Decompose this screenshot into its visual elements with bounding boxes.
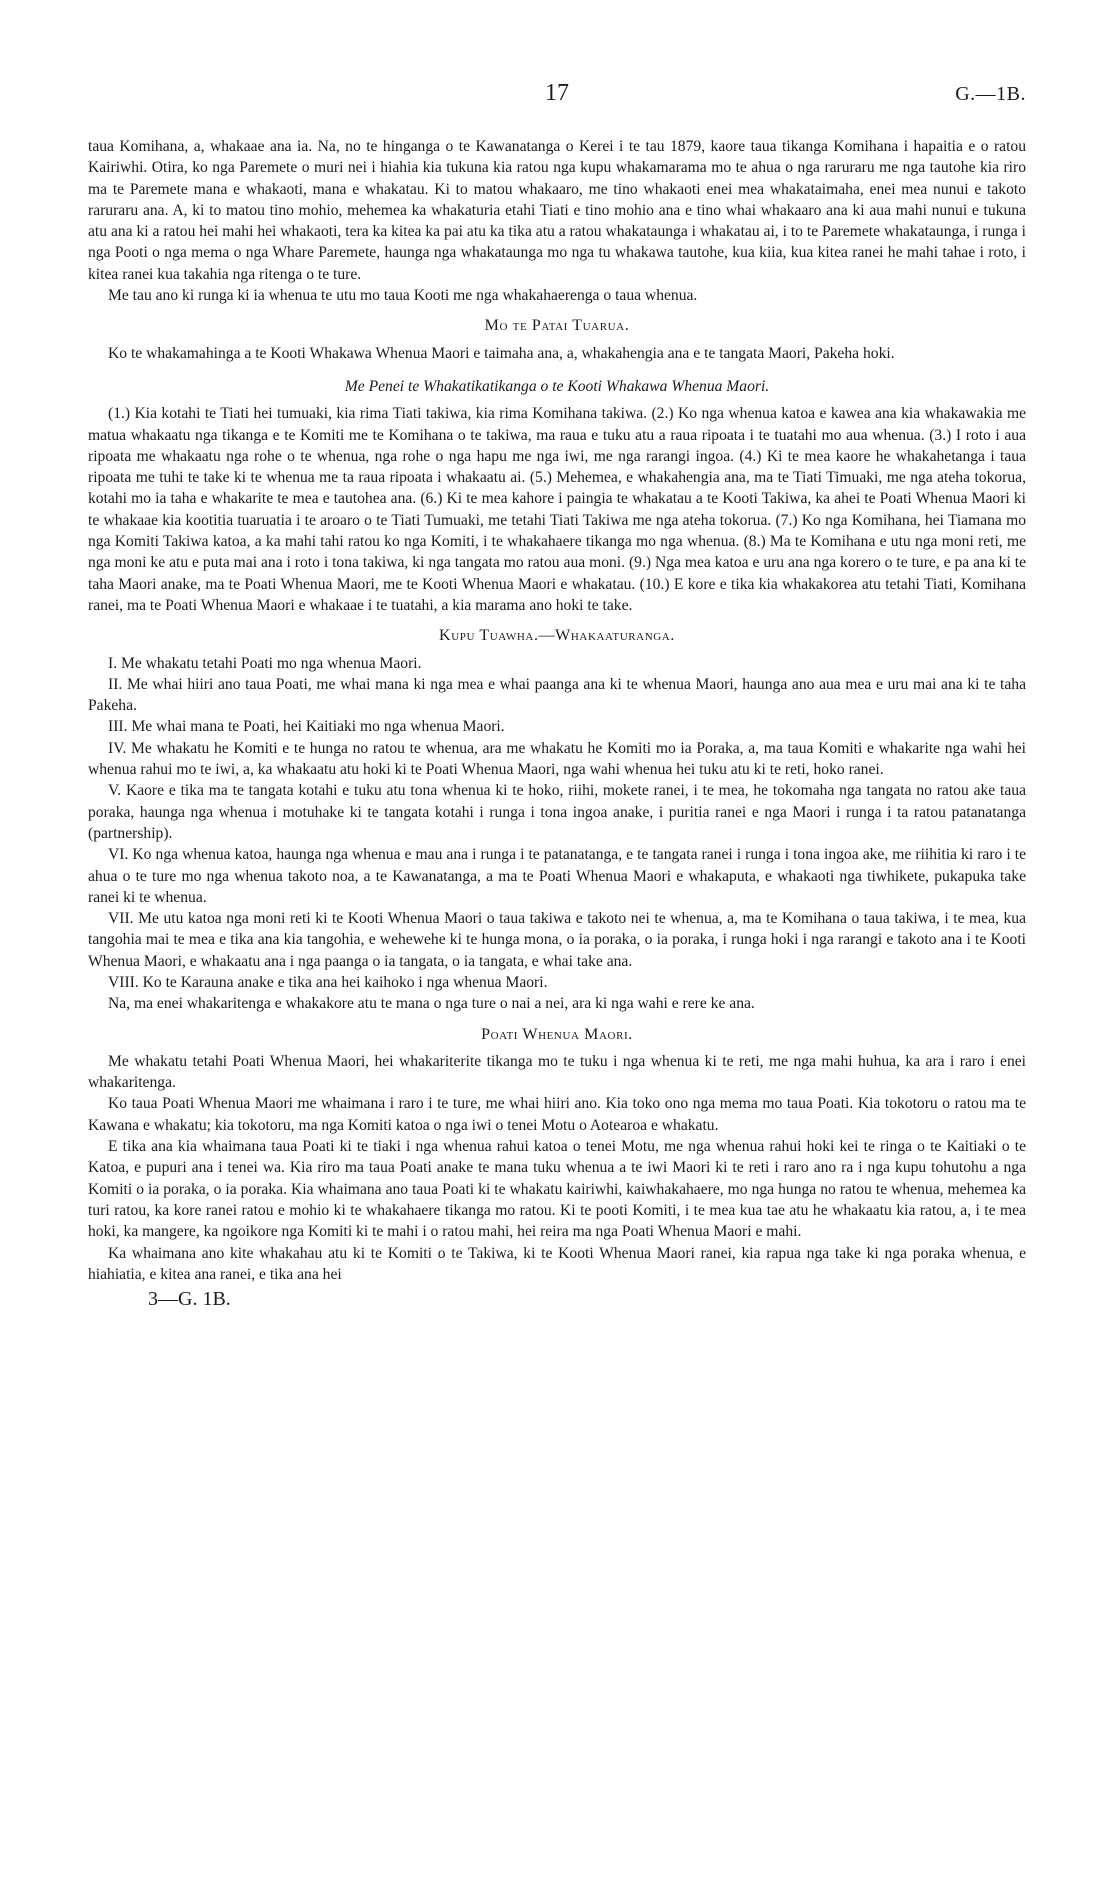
numbered-item: II. Me whai hiiri ano taua Poati, me whai mana ki nga mea e whai paanga ana ki te whenua Maori, haunga ano aua mea e uru mai ana ki te taha Pakeha. (88, 675, 1026, 715)
body-paragraph: (1.) Kia kotahi te Tiati hei tumuaki, kia rima Tiati takiwa, kia rima Komihana takiwa. (2.) Ko nga whenua katoa e kawea ana kia whakawakia me matua whakaatu nga tikanga e te Komiti me te Komihana o te takiwa, ma raua e tuku atu a raua ripoata i te tuatahi mo aua whenua. (3.) I roto i aua ripoata me whakaatu nga rohe o te whenua, nga rohe o nga hapu me nga iwi, me nga rarangi ingoa. (4.) Ki te mea kaore he whakahetanga i taua ripoata me tuhi te take ki te whenua me ta raua ripoata i whakaatu ai. (5.) Mehemea, e whakahengia ana, ma te Tiati Timuaki, me nga ateha tokorua, kotahi mo ia taha e whakarite te mea e tautohea ana. (6.) Ki te mea kahore i paingia te whakatau a te Kooti Takiwa, ka ahei te Poati Whenua Maori ki te whakaae kia kootitia tuaruatia i te aroaro o te Tiati Tumuaki, me tetahi Tiati Takiwa me nga ateha tokorua. (7.) Ko nga Komihana, hei Tiamana mo nga Komiti Takiwa katoa, a ka mahi tahi ratou ko nga Komiti, i te whakahaere tikanga mo nga whenua. (8.) Ma te Komihana e utu nga moni reti, me nga moni ke atu e puta mai ana i roto i tona takiwa, ki nga tangata mo ratou aua moni. (9.) Nga mea katoa e uru ana nga korero o te ture, e pa ana ki te taha Maori anake, ma te Poati Whenua Maori, me te Kooti Whenua Maori e whakatau. (10.) E kore e tika kia whakakorea atu tetahi Tiati, Komihana ranei, ma te Poati Whenua Maori e whakaae i te tuatahi, a kia marama ano hoki te take. (88, 405, 1026, 614)
document-code: G.—1B. (955, 83, 1026, 105)
page-number: 17 (545, 80, 569, 106)
numbered-item: III. Me whai mana te Poati, hei Kaitiaki mo nga whenua Maori. (108, 718, 505, 736)
section-subheading: Me Penei te Whakatikatikanga o te Kooti Whakawa Whenua Maori. (344, 377, 770, 395)
numbered-item: VI. Ko nga whenua katoa, haunga nga whenua e mau ana i runga i te patanatanga, e te tangata ranei i runga i tona ingoa ake, me riihitia ki raro i te ahua o te ture mo nga whenua takoto noa, a te Kawanatanga, a ma te Poati Whenua Maori e whakaputa, e whakaoti nga tiwhikete, pukapuka take ranei ki te whenua. (88, 846, 1026, 906)
section-heading: Poati Whenua Maori. (481, 1025, 633, 1043)
body-paragraph: Na, ma enei whakaritenga e whakakore atu te mana o nga ture o nai a nei, ara ki nga wahi e rere ke ana. (108, 995, 755, 1013)
numbered-item: IV. Me whakatu he Komiti e te hunga no ratou te whenua, ara me whakatu he Komiti mo ia Poraka, a, ma taua Komiti e whakarite nga wahi hei whenua rahui mo te iwi, a, ka whakaatu atu hoki ki te Poati Whenua Maori, nga wahi whenua hei tuku atu ki te reti, hoko ranei. (88, 739, 1026, 779)
numbered-item: I. Me whakatu tetahi Poati mo nga whenua Maori. (108, 654, 422, 672)
section-heading: Kupu Tuawha.—Whakaaturanga. (439, 627, 675, 645)
section-heading: Mo te Patai Tuarua. (484, 317, 630, 335)
section-land-board (88, 1024, 1026, 1286)
numbered-item: VII. Me utu katoa nga moni reti ki te Kooti Whenua Maori o taua takiwa e takoto nei te whenua, a, ma te Komihana o taua takiwa, i te mea, kua tangohia mai te mea e tika ana kia tangohia, e wehewehe ki te hunga mona, o ia poraka, o ia poraka, i runga hoki i nga rarangi e takoto ana i te Kooti Whenua Maori, e whakaatu ana i nga paanga o ia tangata, o ia tangata, e whai take ana. (88, 910, 1026, 970)
page-header (88, 78, 1026, 112)
body-paragraph: taua Komihana, a, whakaae ana ia. Na, no te hinganga o te Kawanatanga o Kerei i te tau 1879, kaore taua tikanga Komihana i hapaitia e o ratou Kairiwhi. Otira, ko nga Paremete o muri nei i hiahia kia tukuna kia ratou nga kupu whakamarama mo te ahua o nga raruraru me nga tautohe kia riro ma te Paremete mana e whakaoti, mana e whakatau. Ki to matou whakaaro, me tino whakaoti enei mea whakataimaha, enei mea nunui e takoto raruraru ana. A, ki to matou tino mohio, mehemea ka whakaturia etahi Tiati e tino mohio ana e tino whai whakaaro ana ki aua mahi nunui e tukuna atu ana ki a ratou hei mahi hei whakaoti, tera ka kitea ka pai atu ka tika atu a ratou whakataunga i whakatau ai, i to te Paremete whakataunga, i runga i nga Pooti o nga mema o nga Whare Paremete, haunga nga whakataunga mo nga tu whakawa tautohe, kua kiia, kua kitea ranei he mahi tahae i roto, i kitea ranei kua takahia nga ritenga o te ture. (88, 138, 1026, 283)
numbered-item: V. Kaore e tika ma te tangata kotahi e tuku atu tona whenua ki te hoko, riihi, mokete ranei, i te mea, he tokomaha nga tangata no ratou ake taua poraka, haunga nga whenua i motuhake ki te tangata kotahi i runga i tona ingoa anake, i puritia ranei e nga Maori i runga i ta ratou patanatanga (partnership). (88, 782, 1026, 842)
body-paragraph: Ko taua Poati Whenua Maori me whaimana i raro i te ture, me whai hiiri ano. Kia toko ono nga mema mo taua Poati. Kia tokotoru o ratou ma te Kawana e whakatu; kia tokotoru, ma nga Komiti katoa o nga iwi o tenei Motu o Aotearoa e whakatu. (88, 1095, 1026, 1134)
section-reform (88, 376, 1026, 616)
body-paragraph: Me tau ano ki runga ki ia whenua te utu mo taua Kooti me nga whakahaerenga o taua whenua. (108, 287, 698, 305)
section-second-question (88, 315, 1026, 364)
body-paragraph: Ka whaimana ano kite whakahau atu ki te Komiti o te Takiwa, ki te Kooti Whenua Maori ranei, kia rapua nga take ki nga poraka whenua, e hiahiatia, e kitea ana ranei, e tika ana hei (88, 1244, 1026, 1283)
numbered-item: VIII. Ko te Karauna anake e tika ana hei kaihoko i nga whenua Maori. (108, 973, 548, 991)
body-paragraph: E tika ana kia whaimana taua Poati ki te tiaki i nga whenua rahui katoa o tenei Motu, me nga whenua rahui hoki kei te ringa o te Kaitiaki o te Katoa, e pupuri ana i tenei wa. Kia riro ma taua Poati anake te mana tuku whenua a te iwi Maori ki te reti i raro ano ra i nga kupu tohutohu a nga Komiti o ia poraka, o ia poraka. Kia whaimana ano taua Poati ki te whakatu kairiwhi, kaiwhakahaere, mo nga hunga no ratou te whenua, mehemea ka turi ratou, ka kore ranei ratou e mohio ki te whakahaere tikanga mo ratou. Ki te pooti Komiti, i te mea kua tae atu he whakaatu kia ratou, a, i te mea hoki, ka mangere, ka ngoikore nga Komiti ki te mahi i o ratou mahi, hei reira ma nga Poati Whenua Maori e mahi. (88, 1138, 1026, 1241)
section-fourth-clause (88, 625, 1026, 1014)
body-paragraph: Ko te whakamahinga a te Kooti Whakawa Whenua Maori e taimaha ana, a, whakahengia ana e te tangata Maori, Pakeha hoki. (108, 344, 895, 362)
signature-code: 3—G. 1B. (148, 1288, 231, 1311)
intro-section (88, 136, 1026, 306)
body-paragraph: Me whakatu tetahi Poati Whenua Maori, hei whakariterite tikanga mo te tuku i nga whenua ki te reti, me nga mahi huhua, ka ara i raro i enei whakaritenga. (88, 1052, 1026, 1092)
